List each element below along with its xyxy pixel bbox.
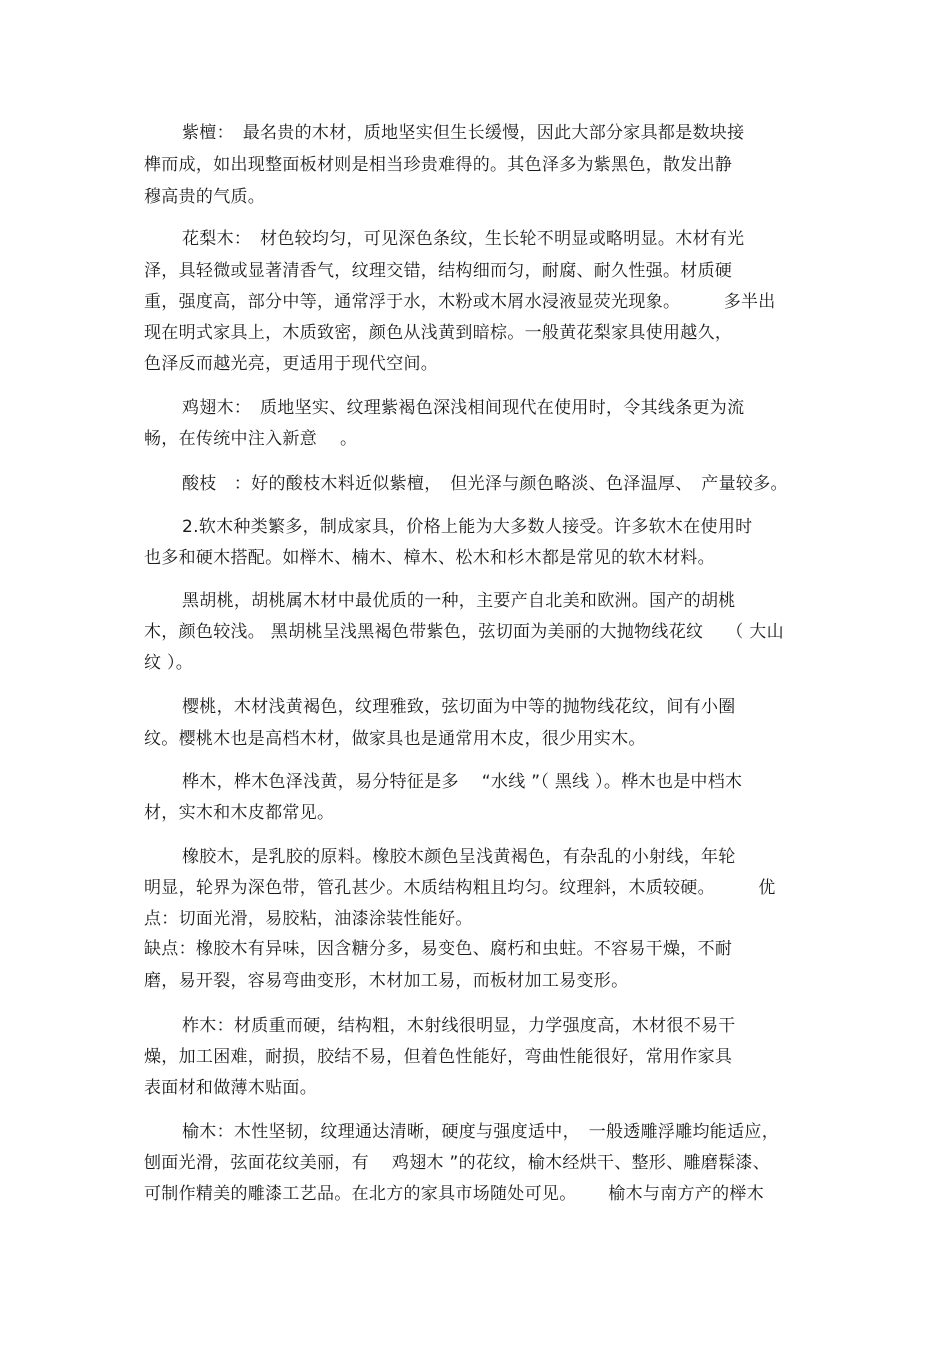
text-line: 穆高贵的气质。 — [144, 187, 266, 207]
text-line: 木，颜色较浅。 黑胡桃呈浅黑褐色带紫色，弦切面为美丽的大抛物线花纹 （ 大山 — [144, 622, 784, 642]
text-line: 纹。樱桃木也是高档木材，做家具也是通常用木皮，很少用实木。 — [144, 729, 646, 749]
text-line: 燥，加工困难，耐损，胶结不易，但着色性能好，弯曲性能很好，常用作家具 — [144, 1047, 733, 1067]
text-line: 2.软木种类繁多，制成家具，价格上能为大多数人接受。许多软木在使用时 — [182, 517, 753, 537]
text-line: 花梨木： 材色较均匀，可见深色条纹，生长轮不明显或略明显。木材有光 — [182, 229, 745, 249]
text-line: 材，实木和木皮都常见。 — [144, 803, 335, 823]
text-line: 纹 ）。 — [144, 653, 194, 673]
text-line: 缺点：橡胶木有异味，因含糖分多，易变色、腐朽和虫蛀。不容易干燥，不耐 — [144, 939, 733, 959]
text-line: 现在明式家具上，木质致密，颜色从浅黄到暗棕。一般黄花梨家具使用越久， — [144, 323, 733, 343]
text-line: 黑胡桃，胡桃属木材中最优质的一种，主要产自北美和欧洲。国产的胡桃 — [182, 591, 736, 611]
text-line: 色泽反而越光亮，更适用于现代空间。 — [144, 354, 439, 374]
text-line: 可制作精美的雕漆工艺品。在北方的家具市场随处可见。 榆木与南方产的榉木 — [144, 1184, 765, 1204]
text-line: 表面材和做薄木贴面。 — [144, 1078, 317, 1098]
text-line: 明显，轮界为深色带，管孔甚少。木质结构粗且均匀。纹理斜，木质较硬。 优 — [144, 878, 776, 898]
text-line: 桦木，桦木色泽浅黄，易分特征是多 “水线 ”（ 黑线 ）。桦木也是中档木 — [182, 772, 743, 792]
text-line: 榆木：木性坚韧，纹理通达清晰，硬度与强度适中， 一般透雕浮雕均能适应， — [182, 1122, 779, 1142]
text-line: 紫檀： 最名贵的木材，质地坚实但生长缓慢，因此大部分家具都是数块接 — [182, 123, 745, 143]
text-line: 也多和硬木搭配。如榉木、楠木、樟木、松木和杉木都是常见的软木材料。 — [144, 548, 715, 568]
text-line: 重，强度高，部分中等，通常浮于水，木粉或木屑水浸液显荧光现象。 多半出 — [144, 292, 776, 312]
text-line: 点：切面光滑，易胶粘，油漆涂装性能好。 — [144, 909, 473, 929]
text-line: 鸡翅木： 质地坚实、纹理紫褐色深浅相间现代在使用时，令其线条更为流 — [182, 398, 745, 418]
text-line: 泽，具轻微或显著清香气，纹理交错，结构细而匀，耐腐、耐久性强。材质硬 — [144, 261, 733, 281]
text-line: 刨面光滑，弦面花纹美丽，有 鸡翅木 ”的花纹，榆木经烘干、整形、雕磨髹漆、 — [144, 1153, 771, 1173]
text-line: 柞木：材质重而硬，结构粗，木射线很明显，力学强度高，木材很不易干 — [182, 1016, 736, 1036]
text-line: 樱桃，木材浅黄褐色，纹理雅致，弦切面为中等的抛物线花纹，间有小圈 — [182, 697, 736, 717]
text-line: 畅，在传统中注入新意 。 — [144, 429, 358, 449]
text-line: 磨，易开裂，容易弯曲变形，木材加工易，而板材加工易变形。 — [144, 971, 629, 991]
text-line: 橡胶木，是乳胶的原料。橡胶木颜色呈浅黄褐色，有杂乱的小射线，年轮 — [182, 847, 736, 867]
text-line: 酸枝 ：好的酸枝木料近似紫檀， 但光泽与颜色略淡、色泽温厚、 产量较多。 — [182, 474, 788, 494]
text-line: 榫而成，如出现整面板材则是相当珍贵难得的。其色泽多为紫黑色，散发出静 — [144, 155, 733, 175]
